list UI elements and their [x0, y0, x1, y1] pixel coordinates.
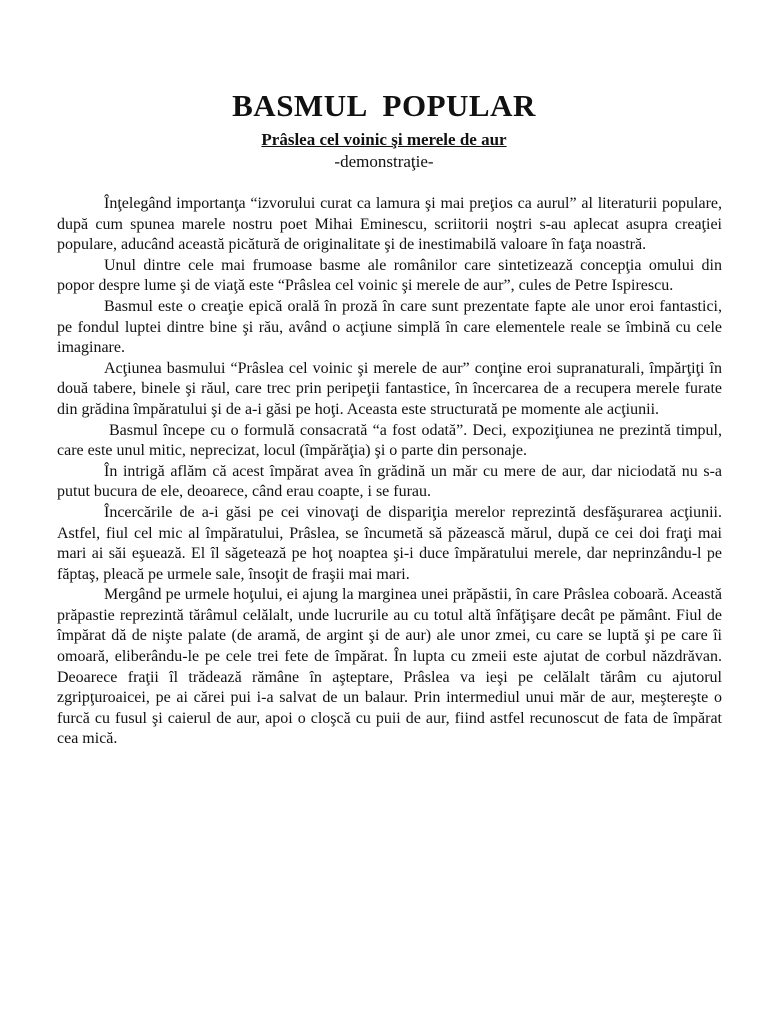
paragraph-3: Basmul este o creaţie epică orală în proză în care sunt prezentate fapte ale unor eroi fantastici, pe fondul luptei dintre bine şi rău, având o acţiune simplă în care elementele reale se îmbină cu cele imaginare.: [57, 297, 722, 357]
paragraph-5: Basmul începe cu o formulă consacrată “a fost odată”. Deci, expoziţiunea ne prezintă timpul, care este unul mitic, neprecizat, locul (împărăţia) şi o parte din personaje.: [57, 421, 722, 460]
document-subtitle: Prâslea cel voinic şi merele de aur: [261, 130, 507, 149]
document-title: BASMUL POPULAR: [232, 88, 536, 123]
paragraph-8: Mergând pe urmele hoţului, ei ajung la marginea unei prăpăstii, în care Prâslea coboară. Această prăpastie reprezintă tărâmul celălalt, unde lucrurile au cu totul altă înfăţişare decât pe pământ. Fiul de împărat dă de nişte palate (de aramă, de argint şi de aur) ale unor zmei, cu care se luptă şi pe care îi omoară, eliberându-le pe cele trei fete de împărat. În lupta cu zmeii este ajutat de corbul năzdrăvan. Deoarece fraţii îl trădează rămâne în aşteptare, Prâslea va ieşi pe celălalt tărâm cu ajutorul zgripţuroaicei, pe ai cărei pui i-a salvat de un balaur. Prin intermediul unui măr de aur, meştereşte o furcă cu fusul şi caierul de aur, apoi o cloşcă cu puii de aur, fiind astfel recunoscut de fata de împărat cea mică.: [57, 586, 722, 748]
paragraph-6: În intrigă aflăm că acest împărat avea în grădină un măr cu mere de aur, dar niciodată nu s-a putut bucura de ele, deoarece, când erau coapte, i se furau.: [57, 462, 722, 501]
paragraph-intro: Înţelegând importanţa “izvorului curat ca lamura şi mai preţios ca aurul” al literaturii populare, după cum spunea marele nostru poet Mihai Eminescu, scriitorii noştri s-au aplecat asupra creaţiei populare, aducând această picătură de originalitate şi de inestimabilă valoare în faţa noastră.: [57, 195, 722, 254]
paragraph-4: Acţiunea basmului “Prâslea cel voinic şi merele de aur” conţine eroi supranaturali, împărţiţi în două tabere, binele şi răul, care trec prin peripeţii fantastice, în încercarea de a recupera merele furate din grădina împăratului şi de a-i găsi pe hoţi. Aceasta este structurată pe momente ale acţiunii.: [57, 359, 722, 418]
document-body: [57, 194, 722, 750]
paragraph-2: Unul dintre cele mai frumoase basme ale românilor care sintetizează concepţia omului din popor despre lume şi de viaţă este “Prâslea cel voinic şi merele de aur”, cules de Petre Ispirescu.: [57, 256, 722, 295]
paragraph-7: Încercările de a-i găsi pe cei vinovaţi de dispariţia merelor reprezintă desfăşurarea acţiunii. Astfel, fiul cel mic al împăratului, Prâslea, se încumetă să păzească mărul, după ce cei doi fraţi mai mari ai săi eşuează. El îl săgetează pe hoţ noaptea şi-i duce împăratului merele, dar neprinzându-l pe făptaş, pleacă pe urmele sale, însoţit de fraşii mai mari.: [57, 503, 722, 583]
document-subsubtitle: -demonstraţie-: [334, 152, 434, 171]
